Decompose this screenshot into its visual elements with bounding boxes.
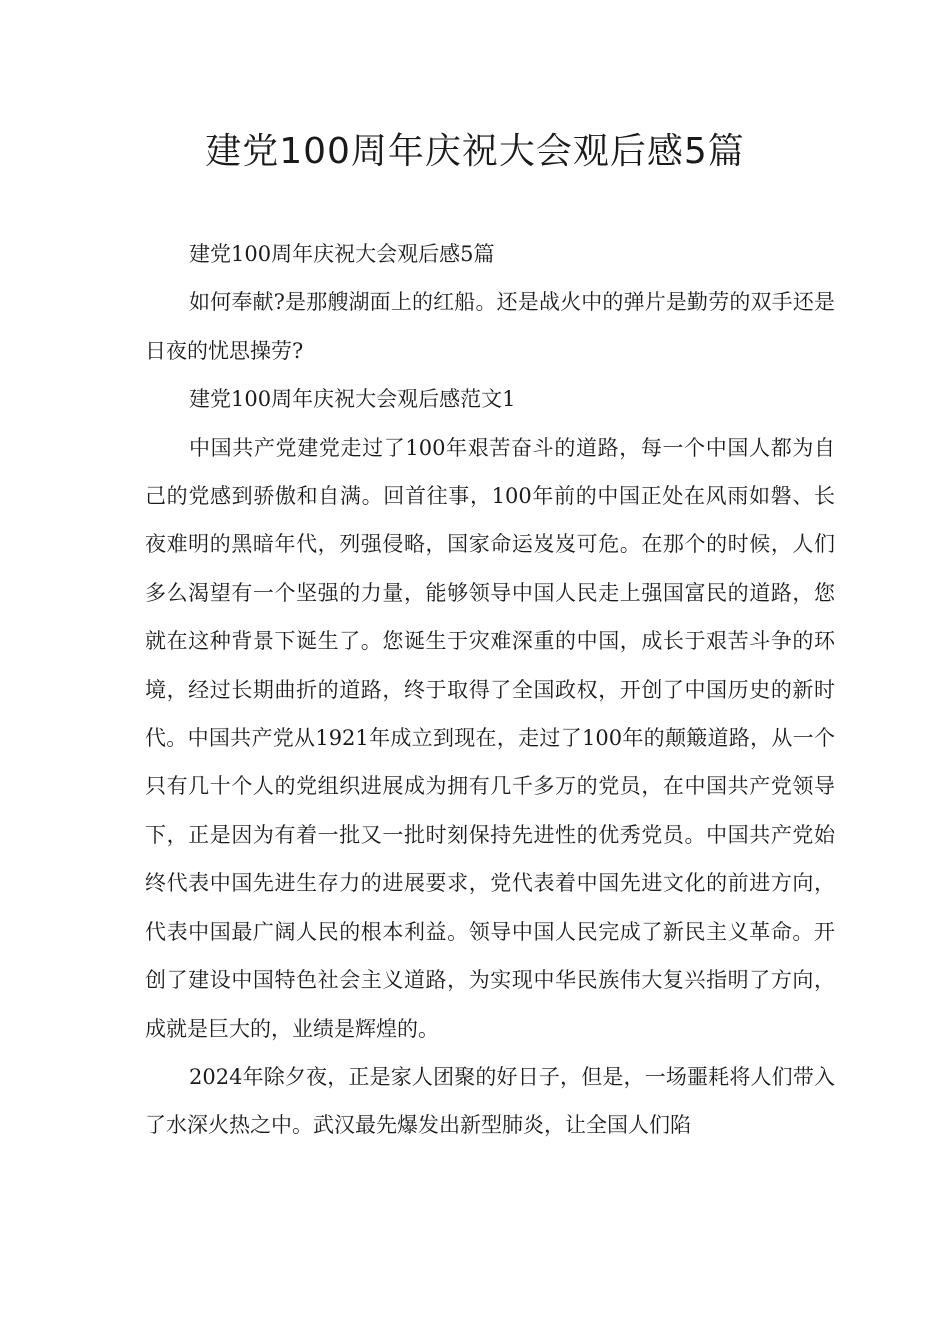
body-paragraph: 2024年除夕夜，正是家人团聚的好日子，但是，一场噩耗将人们带入了水深火热之中。武汉最先爆发出新型肺炎，让全国人们陷: [145, 1064, 835, 1138]
document-body: [145, 230, 835, 1150]
section-heading-paragraph: 建党100周年庆祝大会观后感范文1: [189, 387, 516, 412]
subtitle-paragraph: 建党100周年庆祝大会观后感5篇: [189, 242, 495, 266]
intro-paragraph: 如何奉献?是那艘湖面上的红船。还是战火中的弹片是勤劳的双手还是日夜的忧思操劳?: [145, 290, 835, 363]
body-paragraph: 中国共产党建党走过了100年艰苦奋斗的道路，每一个中国人都为自己的党感到骄傲和自满。回首往事，100年前的中国正处在风雨如磐、长夜难明的黑暗年代，列强侵略，国家命运岌岌可危。在那个的时候，人们多么渴望有一个坚强的力量，能够领导中国人民走上强国富民的道路，您就在这种背景下诞生了。您诞生于灾难深重的中国，成长于艰苦斗争的环境，经过长期曲折的道路，终于取得了全国政权，开创了中国历史的新时代。中国共产党从1921年成立到现在，走过了100年的颠簸道路，从一个只有几十个人的党组织进展成为拥有几千多万的党员，在中国共产党领导下，正是因为有着一批又一批时刻保持先进性的优秀党员。中国共产党始终代表中国先进生存力的进展要求，党代表着中国先进文化的前进方向，代表中国最广阔人民的根本利益。领导中国人民完成了新民主义革命。开创了建设中国特色社会主义道路，为实现中华民族伟大复兴指明了方向，成就是巨大的，业绩是辉煌的。: [145, 435, 835, 1041]
document-title: 建党100周年庆祝大会观后感5篇: [205, 131, 745, 172]
